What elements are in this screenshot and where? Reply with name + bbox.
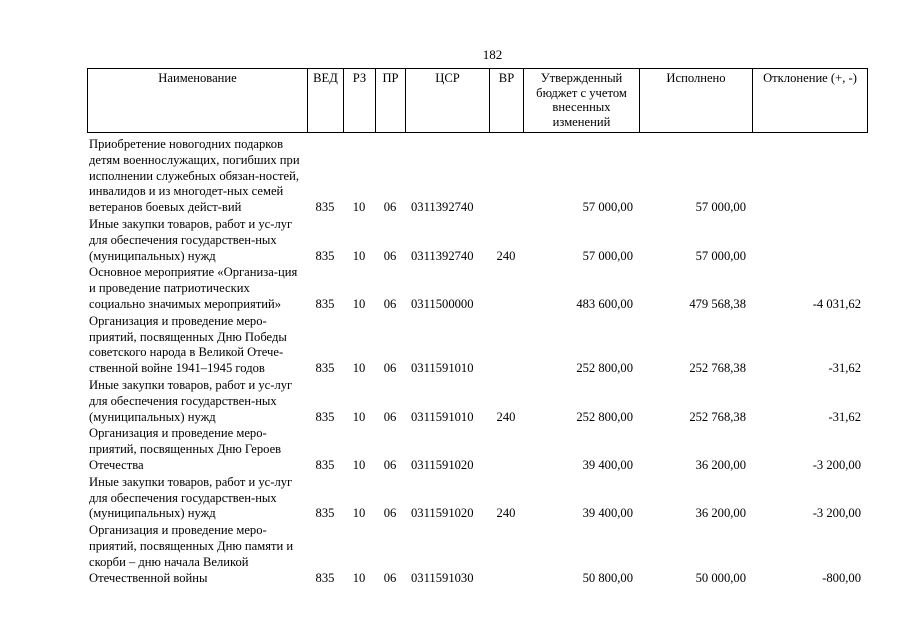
cell-pr: 06 [383,506,397,521]
cell-rz: 10 [352,296,366,311]
cell-pr: 06 [383,361,397,376]
cell-vr [489,523,523,587]
cell-rz: 10 [352,248,366,263]
header-budget: Утвержденный бюджет с учетом внесенных изменений [524,69,640,133]
cell-deviation [752,137,867,217]
cell-name: Основное мероприятие «Организа-ция и проведение патриотических социально значимых мероприятий» [89,265,298,311]
cell-budget: 483 600,00 [576,296,633,311]
table-row [87,137,867,217]
header-executed: Исполнено [640,69,753,133]
cell-executed: 50 000,00 [695,570,746,585]
cell-deviation: -31,62 [828,361,861,376]
cell-deviation: -3 200,00 [812,506,861,521]
table-row [87,426,867,474]
cell-csr: 0311591010 [411,409,474,424]
cell-name: Приобретение новогодних подарков детям военнослужащих, погибших при исполнении служебных обязан-ностей, инвалидов и из многодет-ных семей ветеранов боевых дейст-вий [89,137,300,215]
cell-rz: 10 [352,457,366,472]
cell-ved: 835 [315,361,335,376]
cell-vr [489,265,523,313]
cell-rz: 10 [352,506,366,521]
cell-rz: 10 [352,570,366,585]
cell-csr: 0311500000 [411,296,474,311]
header-name: Наименование [88,69,308,133]
cell-executed: 479 568,38 [689,296,746,311]
cell-deviation: -4 031,62 [812,296,861,311]
cell-pr: 06 [383,296,397,311]
cell-budget: 252 800,00 [576,409,633,424]
cell-name: Иные закупки товаров, работ и ус-луг для обеспечения государствен-ных (муниципальных) нужд [89,474,293,521]
header-csr: ЦСР [406,69,490,133]
cell-ved: 835 [315,200,335,215]
cell-ved: 835 [315,457,335,472]
cell-vr [489,426,523,474]
cell-ved: 835 [315,506,335,521]
cell-rz: 10 [352,200,366,215]
table-body [87,137,867,587]
cell-name: Организация и проведение меро-приятий, посвященных Дню памяти и скорби – дню начала Великой Отечественной войны [89,523,294,585]
header-ved: ВЕД [308,69,344,133]
cell-executed: 57 000,00 [695,248,746,263]
table-row [87,378,867,426]
header-deviation: Отклонение (+, -) [753,69,868,133]
cell-csr: 0311591020 [411,457,474,472]
cell-csr: 0311591020 [411,506,474,521]
cell-name: Иные закупки товаров, работ и ус-луг для обеспечения государствен-ных (муниципальных) нужд [89,216,293,263]
table-row [87,523,867,587]
cell-executed: 252 768,38 [689,361,746,376]
cell-deviation [752,217,867,265]
cell-ved: 835 [315,570,335,585]
cell-vr: 240 [496,248,516,263]
cell-pr: 06 [383,200,397,215]
cell-rz: 10 [352,409,366,424]
cell-budget: 57 000,00 [582,248,633,263]
cell-deviation: -800,00 [822,570,861,585]
cell-pr: 06 [383,457,397,472]
cell-ved: 835 [315,409,335,424]
cell-name: Организация и проведение меро-приятий, посвященных Дню Победы советского народа в Великой Отече-ственной войне 1941–1945 годов [89,313,287,376]
cell-executed: 57 000,00 [695,200,746,215]
cell-executed: 36 200,00 [695,457,746,472]
cell-pr: 06 [383,570,397,585]
cell-budget: 252 800,00 [576,361,633,376]
table-row [87,314,867,378]
page-number: 182 [482,47,503,62]
cell-csr: 0311392740 [411,200,474,215]
table-header [87,68,868,133]
table-row [87,217,867,265]
header-vr: ВР [490,69,524,133]
cell-pr: 06 [383,409,397,424]
cell-csr: 0311591010 [411,361,474,376]
cell-pr: 06 [383,248,397,263]
cell-budget: 39 400,00 [582,457,633,472]
cell-budget: 50 800,00 [582,570,633,585]
table-row [87,265,867,313]
cell-vr: 240 [496,409,516,424]
cell-ved: 835 [315,248,335,263]
cell-deviation: -3 200,00 [812,457,861,472]
cell-vr [489,137,523,217]
cell-executed: 36 200,00 [695,506,746,521]
cell-ved: 835 [315,296,335,311]
cell-budget: 39 400,00 [582,506,633,521]
cell-csr: 0311392740 [411,248,474,263]
cell-budget: 57 000,00 [582,200,633,215]
cell-name: Организация и проведение меро-приятий, посвященных Дню Героев Отечества [89,426,282,472]
cell-csr: 0311591030 [411,570,474,585]
header-pr: ПР [376,69,406,133]
cell-vr: 240 [496,506,516,521]
table-row [87,475,867,523]
cell-rz: 10 [352,361,366,376]
cell-vr [489,314,523,378]
cell-name: Иные закупки товаров, работ и ус-луг для обеспечения государствен-ных (муниципальных) нужд [89,377,293,424]
header-rz: РЗ [344,69,376,133]
cell-executed: 252 768,38 [689,409,746,424]
cell-deviation: -31,62 [828,409,861,424]
